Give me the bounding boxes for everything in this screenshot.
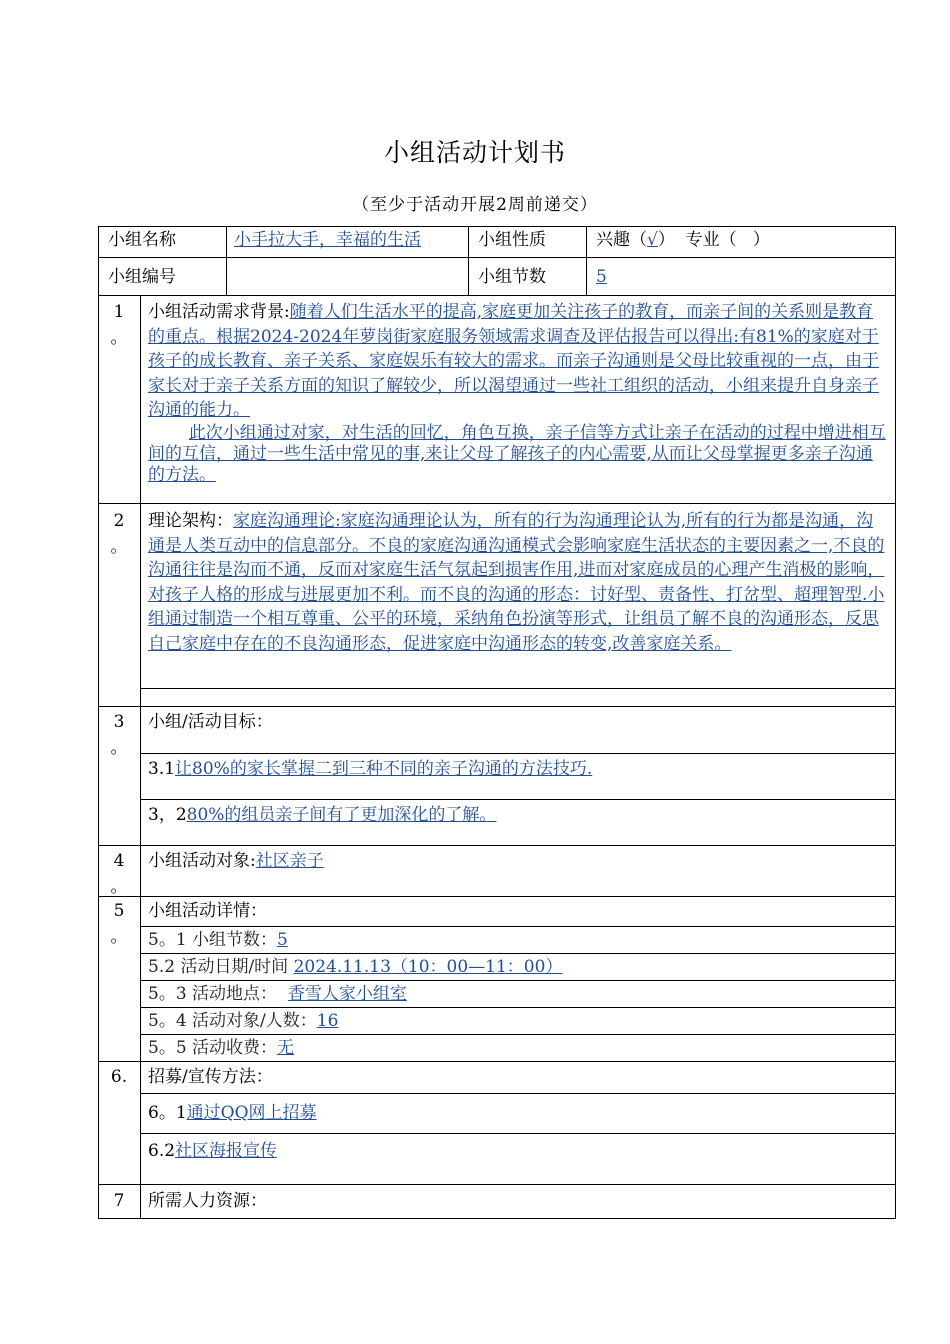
details-row-label: 5.2 活动日期/时间: [148, 957, 289, 977]
target-value: 社区亲子: [255, 851, 324, 871]
theory-paragraph: [148, 509, 888, 656]
recruitment-text: 通过QQ网上招募: [186, 1103, 317, 1123]
row-line: [140, 980, 896, 981]
details-row-label: 5。1 小组节数：: [148, 930, 278, 950]
goal-text: 让80%的家长掌握二到三种不同的亲子沟通的方法技巧.: [175, 759, 593, 779]
section-number: 3: [113, 712, 125, 732]
details-row-value: 2024.11.13（10：00—11：00）: [293, 957, 563, 977]
group-code-label: 小组编号: [108, 267, 176, 287]
document-subtitle: （至少于活动开展2周前递交）: [352, 195, 598, 215]
details-row-value: 香雪人家小组室: [287, 984, 407, 1004]
group-nature-label: 小组性质: [478, 230, 546, 250]
interest-checkmark: √: [647, 230, 658, 250]
recruitment-text: 社区海报宣传: [175, 1141, 278, 1161]
interest-suffix: ） 专业（ ）: [657, 230, 770, 250]
needs-background-label: 小组活动需求背景:: [148, 302, 290, 322]
needs-background-paragraph: [148, 300, 888, 423]
row-line: [140, 1007, 896, 1008]
recruitment-prefix: 6。1: [148, 1103, 187, 1123]
needs-background-text-2: 此次小组通过对家，对生活的回忆，角色互换，亲子信等方式让亲子在活动的过程中增进相互间的互信，通过一些生活中常见的事,来让父母了解孩子的内心需要,从而让父母掌握更多亲子沟通的方法。: [148, 423, 886, 485]
group-name-value: 小手拉大手，幸福的生活: [234, 230, 421, 250]
details-row-value: 无: [277, 1038, 295, 1058]
section-number: 4: [113, 851, 125, 871]
section-number-dot: 。: [110, 877, 128, 897]
row-line: [140, 926, 896, 927]
row-line: [98, 295, 896, 296]
theory-text: 家庭沟通理论:家庭沟通理论认为，所有的行为沟通理论认为,所有的行为都是沟通，沟通是人类互动中的信息部分。不良的家庭沟通沟通模式会影响家庭生活状态的主要因素之一,不良的沟通往往是沟而不通，反而对家庭生活气氛起到损害作用,进而对家庭成员的心理产生消极的影响，对孩子人格的形成与进展更加不利。而不良的沟通的形态：讨好型、责备性、打岔型、超理智型.小组通过制造一个相互尊重、公平的环境，采纳角色扮演等形式，让组员了解不良的沟通形态，反思自己家庭中存在的不良沟通形态，促进家庭中沟通形态的转变,改善家庭关系。: [148, 511, 885, 654]
row-line: [140, 953, 896, 954]
col-line: [586, 226, 587, 295]
details-row-value: 5: [277, 930, 288, 950]
human-resources-label: 所需人力资源：: [148, 1191, 267, 1211]
details-row-label: 5。3 活动地点：: [148, 984, 278, 1004]
row-line: [98, 896, 896, 897]
details-row-label: 5。4 活动对象/人数：: [148, 1011, 317, 1031]
goal-item: [148, 757, 592, 781]
row-line: [140, 753, 896, 754]
details-row-label: 5。5 活动收费：: [148, 1038, 278, 1058]
row-line: [140, 1034, 896, 1035]
section-number-dot: 。: [110, 328, 128, 348]
recruitment-prefix: 6.2: [148, 1141, 176, 1161]
details-row: [148, 1009, 338, 1033]
section-number: 1: [113, 302, 125, 322]
goal-prefix: 3.1: [148, 759, 176, 779]
group-sessions-value: 5: [596, 267, 607, 287]
section-number-dot: 。: [110, 537, 128, 557]
row-line: [98, 1061, 896, 1062]
goal-prefix: 3，2: [148, 805, 187, 825]
theory-label: 理论架构：: [148, 511, 233, 531]
details-row-value: 16: [316, 1011, 339, 1031]
section-number-dot: 。: [110, 927, 128, 947]
recruitment-item: [148, 1101, 317, 1125]
row-line: [98, 1184, 896, 1185]
goals-label: 小组/活动目标：: [148, 712, 273, 732]
interest-prefix: 兴趣（: [596, 230, 647, 250]
section-number: 2: [113, 511, 125, 531]
group-sessions-label: 小组节数: [478, 267, 546, 287]
section-number-dot: 。: [110, 738, 128, 758]
group-name-label: 小组名称: [108, 230, 176, 250]
details-label: 小组活动详情：: [148, 901, 267, 921]
row-line: [98, 706, 896, 707]
section-number: 5: [113, 901, 125, 921]
row-line: [98, 257, 896, 258]
col-line: [468, 226, 469, 295]
section-number: 6.: [110, 1067, 128, 1087]
needs-background-text: 随着人们生活水平的提高,家庭更加关注孩子的教育，而亲子间的关系则是教育的重点。根据2024-2024年萝岗街家庭服务领域需求调查及评估报告可以得出:有81%的家庭对于孩子的成长教育、亲子关系、家庭娱乐有较大的需求。而亲子沟通则是父母比较重视的一点，由于家长对于亲子关系方面的知识了解较少，所以渴望通过一些社工组织的活动，小组来提升自身亲子沟通的能力。: [148, 302, 879, 420]
row-line: [140, 1093, 896, 1094]
details-row: [148, 1036, 294, 1060]
target-row: [148, 849, 324, 873]
row-line: [98, 503, 896, 504]
row-line: [140, 1133, 896, 1134]
col-line: [140, 295, 141, 1219]
details-row: [148, 928, 288, 952]
recruitment-item: [148, 1139, 277, 1163]
goal-text: 80%的组员亲子间有了更加深化的了解。: [186, 805, 497, 825]
row-line: [140, 688, 896, 689]
col-line: [226, 226, 227, 295]
recruitment-label: 招募/宣传方法：: [148, 1067, 273, 1087]
row-line: [140, 799, 896, 800]
details-row: [148, 982, 407, 1006]
target-label: 小组活动对象:: [148, 851, 256, 871]
goal-item: [148, 803, 496, 827]
details-row: [148, 955, 562, 979]
row-line: [98, 845, 896, 846]
section-number: 7: [113, 1191, 125, 1211]
document-title: 小组活动计划书: [383, 138, 566, 167]
group-nature-value: [596, 228, 770, 252]
